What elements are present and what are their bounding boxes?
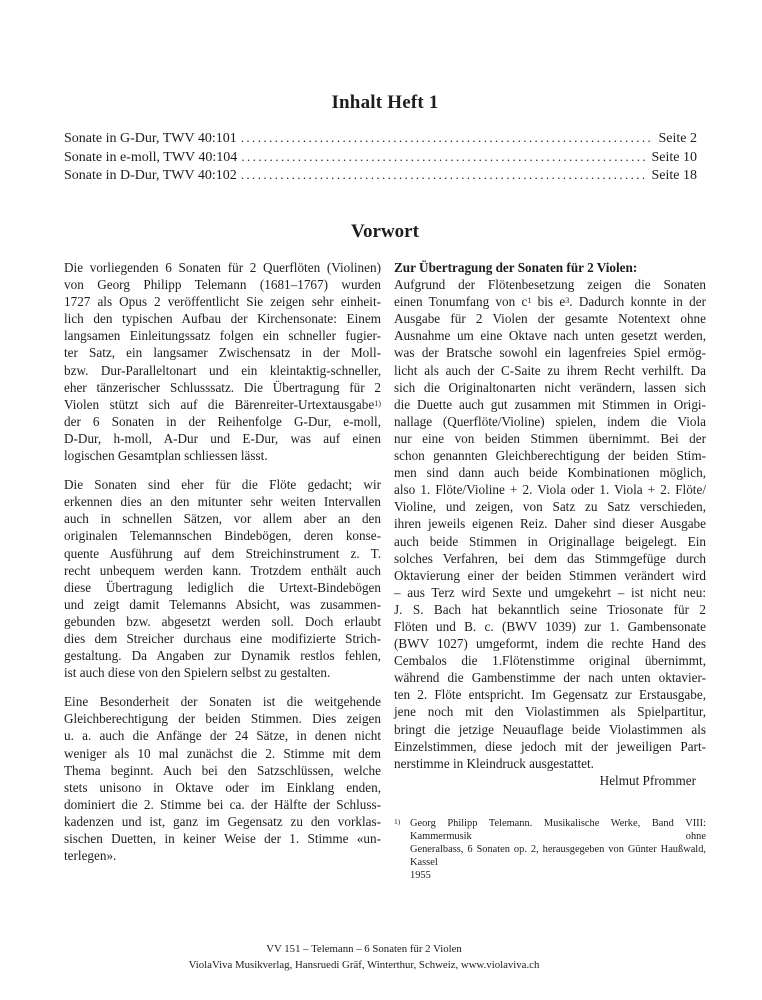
- footer-line-catalog: VV 151 – Telemann – 6 Sonaten für 2 Violen: [266, 943, 462, 955]
- paragraph: [64, 259, 381, 464]
- toc-item-label: Sonate in G-Dur, TWV 40:101: [64, 131, 237, 146]
- toc-list: [64, 129, 706, 185]
- text-line: kadenzen und ist, ganz im Gegensatz zu den vorklas-: [64, 813, 381, 829]
- text-line: bringt die jetzige Neuauflage beide Violastimmen als: [394, 721, 706, 737]
- vorwort-columns: [64, 259, 706, 882]
- text-line: Ausnahme um eine Oktave nach unten gesetzt werden,: [394, 328, 706, 344]
- text-line: bzw. Dur-Paralleltonart und ein kleintaktig-schneller,: [64, 362, 381, 378]
- text-line: Cembalos die 1.Flötenstimme original übernimmt,: [394, 653, 706, 669]
- footnote-lines: [410, 817, 706, 882]
- text-line: auch in schnellen Sätzen, vor allem aber an den: [64, 511, 381, 527]
- footer: [0, 941, 728, 973]
- text-line: u. a. auch die Anfänge der 24 Sätze, in denen nicht: [64, 728, 381, 744]
- toc-item-label: Sonate in e-moll, TWV 40:104: [64, 149, 238, 165]
- text-line: Flöten und B. c. (BWV 1039) zur 1. Gambensonate: [394, 618, 706, 634]
- text-line: was der Bratsche sowohl ein lagenfreies Spiel ermög-: [394, 345, 706, 361]
- text-line: einen Tonumfang von $c^1$ bis $e^3$. Dadurch konnte in der: [394, 294, 706, 310]
- text-line: J. S. Bach hat bekanntlich seine Triosonate für 2: [394, 601, 706, 617]
- text-line: ist auch diese von den Spielern selbst zu gestalten.: [64, 665, 331, 681]
- text-line: nerstimme in Kleindruck ausgestattet.: [394, 755, 594, 771]
- text-line: 1727 als Opus 2 veröffentlicht Sie zeigen sehr einheit-: [64, 294, 381, 310]
- text-line: sich die Originaltonarten nicht verändern, lassen sich: [394, 379, 706, 395]
- text-line: 1955: [410, 869, 431, 881]
- text-line: auch beide Stimmen in Originallage beigelegt. Ein: [394, 533, 706, 549]
- footer-line-publisher: ViolaViva Musikverlag, Hansruedi Gräf, Winterthur, Schweiz, www.violaviva.ch: [188, 959, 540, 971]
- paragraph: [64, 476, 381, 681]
- text-line: ter Satz, ein langsamer Zwischensatz in der Moll-: [64, 345, 381, 361]
- text-line: – aus Terz wird Sexte und umgekehrt – ist nicht neu:: [394, 584, 706, 600]
- text-line: die Duette auch gut zusammen mit Stimmen in Origi-: [394, 396, 706, 412]
- toc-item: [64, 148, 706, 167]
- text-line: während die Gambenstimme der nach unten oktavier-: [394, 670, 706, 686]
- text-line: jene noch mit den Violastimmen als Spielpartitur,: [394, 704, 706, 720]
- text-line: Die vorliegenden 6 Sonaten für 2 Querflöten (Violinen): [64, 260, 381, 275]
- toc-item: [64, 166, 706, 185]
- toc-item-page: Seite 2: [658, 131, 697, 146]
- text-line: Oktavierung einer der beiden Stimmen verändert wird: [394, 567, 706, 583]
- text-line: Thema beginnt. Auch bei den Satzschlüssen, welche: [64, 762, 381, 778]
- paragraph: [394, 276, 706, 772]
- text-line: Generalbass, 6 Sonaten op. 2, herausgegeben von Günter Haußwald, Kassel: [410, 843, 706, 868]
- text-line: nallage (Querflöte/Violine) spielen, indem die Viola: [394, 413, 706, 429]
- text-line: Gleichberechtigung der beiden Stimmen. Dies zeigen: [64, 711, 381, 727]
- toc-item-label: Sonate in D-Dur, TWV 40:102: [64, 168, 237, 183]
- toc-title: Inhalt Heft 1: [331, 92, 439, 113]
- text-line: dies dem Streicher durchaus eine modifizierte Strich-: [64, 630, 381, 646]
- footnote-marker: 1): [394, 816, 401, 826]
- text-line: quente Ausführung auf dem Streichinstrument z. T.: [64, 545, 381, 561]
- text-line: lich den typischen Aufbau der Kirchensonate: Einem: [64, 311, 381, 327]
- text-line: eher tänzerischer Schlusssatz. Die Übertragung für 2: [64, 379, 381, 395]
- text-line: diese Übertragung lediglich die Urtext-Bindebögen: [64, 579, 381, 595]
- text-line: gestaltung. Da Angaben zur Dynamik restlos fehlen,: [64, 648, 381, 664]
- text-line: originalen Telemannschen Bindebögen, deren konse-: [64, 528, 381, 544]
- toc-item-page: Seite 10: [651, 149, 697, 165]
- right-column: [394, 259, 706, 882]
- toc-item-page: Seite 18: [651, 168, 697, 183]
- text-line: Violine, und zeigen, von Satz zu Satz verschieden,: [394, 499, 706, 515]
- text-line: weniger als 10 mal zunächst die 2. Stimme mit dem: [64, 745, 381, 761]
- text-line: ten 2. Flöte entspricht. Im Gegensatz zur Erstausgabe,: [394, 687, 706, 703]
- text-line: sischen Duetten, in keiner Weise der 1. Stimme «un-: [64, 831, 381, 846]
- text-line: recht unbequem werden kann. Trotzdem enthält auch: [64, 562, 381, 578]
- text-line: Eine Besonderheit der Sonaten ist die weitgehende: [64, 694, 381, 710]
- text-line: nur eine von beiden Stimmen übernimmt. Bei der: [394, 430, 706, 446]
- text-line: Die Sonaten sind eher für die Flöte gedacht; wir: [64, 477, 381, 493]
- text-line: (BWV 1027) umgeformt, indem die rechte Hand des: [394, 636, 706, 652]
- text-line: D-Dur, h-moll, A-Dur und E-Dur, was auf einen: [64, 430, 381, 446]
- text-line: erkennen dies an den mitunter sehr weiten Intervallen: [64, 494, 381, 510]
- text-line: terlegen».: [64, 848, 117, 864]
- toc-item: [64, 129, 706, 148]
- text-line: Einzelstimmen, diese jedoch mit der jeweiligen Part-: [394, 738, 706, 754]
- footnote: [394, 817, 706, 882]
- text-line: solches Verfahren, bei dem das Stimmgefüge durch: [394, 550, 706, 566]
- text-line: von Georg Philipp Telemann (1681–1767) wurden: [64, 277, 381, 293]
- text-line: der 6 Sonaten in der Reihenfolge G-Dur, e-moll,: [64, 413, 381, 429]
- signature: Helmut Pfrommer: [599, 772, 696, 788]
- text-line: langsamen Einleitungssatz folgen ein schneller fugier-: [64, 328, 381, 344]
- text-line: und zeigt damit Telemanns Absicht, was zusammen-: [64, 596, 381, 612]
- text-line: dominiert die 2. Stimme bei ca. der Hälfte der Schluss-: [64, 796, 381, 812]
- text-line: Ausgabe für 2 Violen der gesamte Notentext ohne: [394, 311, 706, 327]
- text-line: gebunden bzw. abgesetzt werden soll. Doch erlaubt: [64, 613, 381, 629]
- text-line: also 1. Flöte/Violine + 2. Viola oder 1. Viola + 2. Flöte/: [394, 482, 706, 498]
- toc-leader-dots: [241, 129, 654, 147]
- toc-leader-dots: [241, 148, 646, 166]
- text-line: licht als auch der C-Saite zu ihrem Recht verhilft. Da: [394, 362, 706, 378]
- text-line: ihren jeweils eigenen Reiz. Daher sind dieser Ausgabe: [394, 516, 706, 532]
- text-line: stets unisono in Oktave oder im Einklang enden,: [64, 779, 381, 795]
- right-column-heading: Zur Übertragung der Sonaten für 2 Violen:: [394, 260, 638, 275]
- paragraph: [64, 693, 381, 864]
- text-line: Violen stützt sich auf die Bärenreiter-Urtextausgabe$^{1)}$: [64, 396, 381, 412]
- vorwort-title: Vorwort: [351, 221, 419, 242]
- toc-leader-dots: [241, 166, 647, 184]
- text-line: men sind dann auch beide Kombinationen möglich,: [394, 465, 706, 481]
- text-line: logischen Gesamtplan schliessen lässt.: [64, 448, 268, 464]
- text-line: schon genannten Gleichberechtigung der beiden Stim-: [394, 448, 706, 464]
- right-column-paragraph: [394, 276, 706, 772]
- text-line: Georg Philipp Telemann. Musikalische Werke, Band VIII: Kammermusik ohne: [410, 817, 706, 842]
- text-line: Aufgrund der Flötenbesetzung zeigen die Sonaten: [394, 277, 706, 293]
- left-column: [64, 259, 381, 882]
